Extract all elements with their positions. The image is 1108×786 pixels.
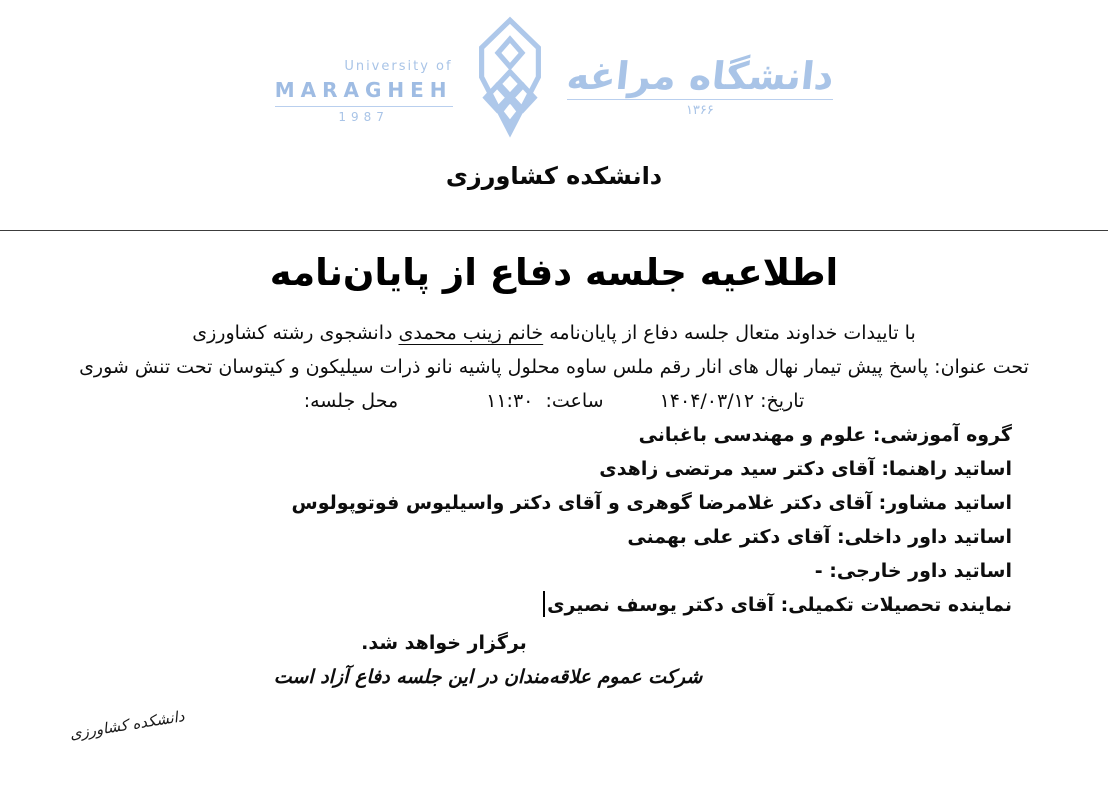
university-emblem-icon [467, 16, 553, 138]
logo-university-of-text: University of [344, 58, 453, 74]
invitation-line: شرکت عموم علاقه‌مندان در این جلسه دفاع آزاد است [273, 666, 703, 688]
date-label: تاریخ: [760, 390, 805, 412]
location-field [304, 390, 398, 412]
text-cursor [543, 591, 545, 617]
date-value: ۱۴۰۴/۰۳/۱۲ [659, 390, 755, 412]
university-logo [0, 0, 1108, 138]
logo-latin-block [275, 59, 453, 124]
logo-persian-year-text: ۱۳۶۶ [567, 99, 834, 118]
footer-signature: دانشکده کشاورزی [68, 707, 186, 743]
horizontal-divider [0, 230, 1108, 231]
logo-persian-name-text: دانشگاه مراغه [564, 53, 836, 98]
advisor-line: اساتید مشاور: آقای دکتر غلامرضا گوهری و آقای دکتر واسیلیوس فوتوپولوس [291, 492, 1012, 514]
time-value: ۱۱:۳۰ [486, 390, 534, 412]
student-name-text: خانم زینب محمدی [398, 322, 544, 344]
thesis-subject-line: تحت عنوان: پاسخ پیش تیمار نهال های انار رقم ملس ساوه محلول پاشیه نانو ذرات سیلیکون و کیتوسان تحت تنش شوری [79, 356, 1029, 378]
time-label: ساعت: [545, 390, 604, 412]
logo-year-1987-text: 1987 [275, 106, 453, 124]
external-examiner-line: اساتید داور خارجی: - [814, 560, 1012, 582]
graduate-rep-text: نماینده تحصیلات تکمیلی: آقای دکتر یوسف نصیری [547, 594, 1012, 616]
date-field [660, 390, 805, 412]
intro-line [0, 316, 1108, 350]
announcement-title: اطلاعیه جلسه دفاع از پایان‌نامه [269, 251, 839, 294]
intro-suffix-text: دانشجوی رشته کشاورزی [192, 322, 399, 344]
internal-examiner-line: اساتید داور داخلی: آقای دکتر علی بهمنی [627, 526, 1012, 548]
time-field [486, 390, 603, 412]
location-label: محل جلسه: [303, 390, 399, 412]
logo-persian-block [564, 53, 836, 119]
intro-prefix-text: با تاییدات خداوند متعال جلسه دفاع از پایان‌نامه [543, 322, 916, 344]
department-line: گروه آموزشی: علوم و مهندسی باغبانی [638, 424, 1012, 446]
logo-maragheh-text: MARAGHEH [274, 77, 453, 102]
faculty-heading: دانشکده کشاورزی [445, 162, 663, 190]
schedule-line [0, 384, 1108, 418]
graduate-rep-line [0, 588, 1108, 622]
announcement-body [0, 316, 1108, 694]
closing-line: برگزار خواهد شد. [361, 632, 527, 654]
supervisor-line: اساتید راهنما: آقای دکتر سید مرتضی زاهدی [599, 458, 1012, 480]
